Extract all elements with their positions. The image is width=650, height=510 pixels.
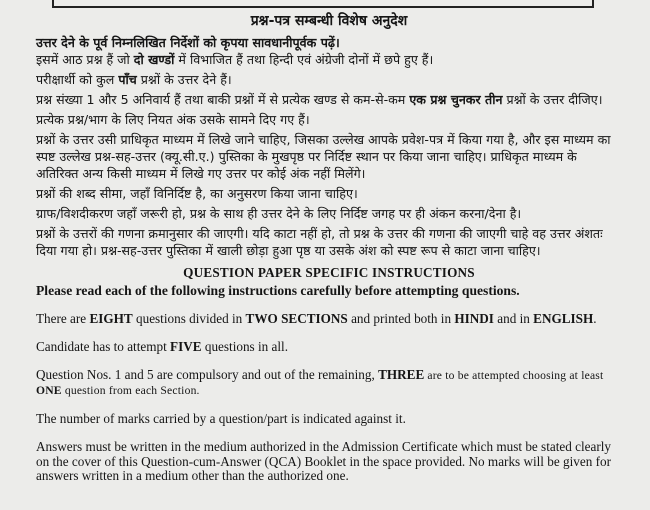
english-title: QUESTION PAPER SPECIFIC INSTRUCTIONS <box>183 265 475 280</box>
hindi-instruction-4: प्रत्येक प्रश्न/भाग के लिए नियत अंक उसके सामने दिए गए हैं। <box>36 112 310 127</box>
hindi-instruction-5: प्रश्नों के उत्तर उसी प्राधिकृत माध्यम में लिखे जाने चाहिए, जिसका उल्लेख आपके प्रवेश-पत्र में किया गया है, और इस माध्यम का स्पष्ट उल्लेख प्रश्न-सह-उत्तर (क्यू.सी.ए.) पुस्तिका के मुखपृष्ठ पर निर्दिष्ट स्थान पर किया जाना चाहिए। प्राधिकृत माध्यम के अतिरिक्त अन्य किसी माध्यम में लिखे गए उत्तर पर कोई अंक नहीं मिलेंगे। <box>36 132 611 181</box>
english-lead: Please read each of the following instructions carefully before attempting questions. <box>36 283 520 298</box>
hindi-instruction-1: इसमें आठ प्रश्न हैं जो दो खण्डों में विभाजित हैं तथा हिन्दी एवं अंग्रेजी दोनों में छपे हुए हैं। <box>36 52 434 67</box>
english-instruction-2: Candidate has to attempt FIVE questions in all. <box>36 338 289 354</box>
english-instruction-1: There are EIGHT questions divided in TWO SECTIONS and printed both in HINDI and in ENGLISH. <box>36 311 597 327</box>
english-instruction-4: The number of marks carried by a question/part is indicated against it. <box>36 411 406 427</box>
hindi-instruction-8: प्रश्नों के उत्तरों की गणना क्रमानुसार की जाएगी। यदि काटा नहीं हो, तो प्रश्न के उत्तर की गणना की जाएगी चाहे वह उत्तर अंशतः दिया गया हो। प्रश्न-सह-उत्तर पुस्तिका में खाली छोड़ा हुआ पृष्ठ या उसके अंश को स्पष्ट रूप से काटा जाना चाहिए। <box>36 226 603 258</box>
hindi-intro: उत्तर देने के पूर्व निम्नलिखित निर्देशों को कृपया सावधानीपूर्वक पढ़ें। <box>36 35 340 50</box>
hindi-instruction-2: परीक्षार्थी को कुल पाँच प्रश्नों के उत्तर देने हैं। <box>36 72 232 87</box>
english-instruction-3: Question Nos. 1 and 5 are compulsory and out of the remaining, THREE are to be attempted choosing at least ONE question from each Section. <box>36 366 604 398</box>
english-instruction-5: Answers must be written in the medium authorized in the Admission Certificate which must be stated clearly on the cover of this Question-cum-Answer (QCA) Booklet in the space provided. No marks will be given for answers written in a medium other than the authorized one. <box>36 438 611 484</box>
hindi-instruction-7: ग्राफ/विशदीकरण जहाँ जरूरी हो, प्रश्न के साथ ही उत्तर देने के लिए निर्दिष्ट जगह पर ही अंकन करना/देना है। <box>36 206 522 221</box>
header-box <box>52 0 594 8</box>
hindi-title: प्रश्न-पत्र सम्बन्धी विशेष अनुदेश <box>250 13 408 29</box>
hindi-instruction-3: प्रश्न संख्या 1 और 5 अनिवार्य हैं तथा बाकी प्रश्नों में से प्रत्येक खण्ड से कम-से-कम एक प्रश्न चुनकर तीन प्रश्नों के उत्तर दीजिए। <box>36 92 603 107</box>
hindi-instruction-6: प्रश्नों की शब्द सीमा, जहाँ विनिर्दिष्ट है, का अनुसरण किया जाना चाहिए। <box>36 186 358 201</box>
instructions-content <box>36 12 622 497</box>
